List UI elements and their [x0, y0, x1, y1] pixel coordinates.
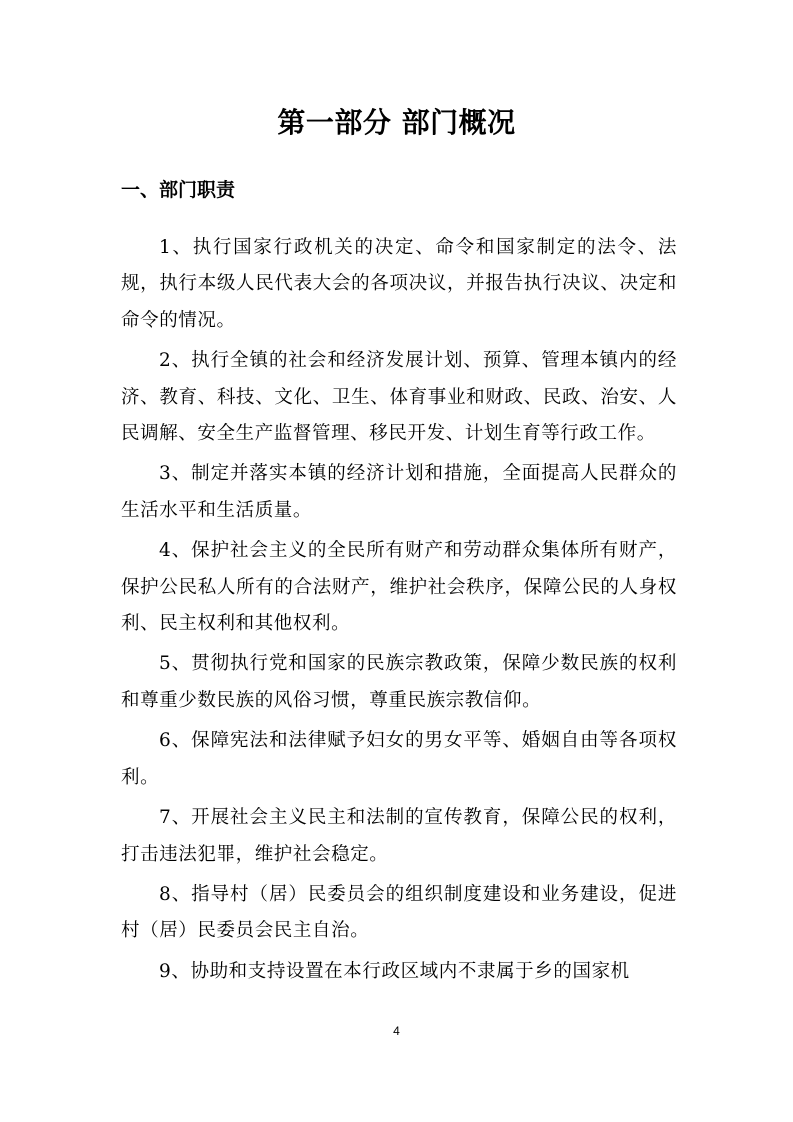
paragraph-2: 2、执行全镇的社会和经济发展计划、预算、管理本镇内的经济、教育、科技、文化、卫生、体育事业和财政、民政、治安、人民调解、安全生产监督管理、移民开发、计划生育等行政工作。	[121, 350, 677, 445]
paragraph-3: 3、制定并落实本镇的经济计划和措施，全面提高人民群众的生活水平和生活质量。	[121, 463, 677, 521]
paragraph-6: 6、保障宪法和法律赋予妇女的男女平等、婚姻自由等各项权利。	[121, 730, 677, 788]
paragraph-1: 1、执行国家行政机关的决定、命令和国家制定的法令、法规，执行本级人民代表大会的各项决议，并报告执行决议、决定和命令的情况。	[121, 237, 677, 331]
page-title: 第一部分 部门概况	[277, 106, 516, 139]
paragraph-8: 8、指导村（居）民委员会的组织制度建设和业务建设，促进村（居）民委员会民主自治。	[121, 883, 677, 942]
paragraph-4: 4、保护社会主义的全民所有财产和劳动群众集体所有财产，保护公民私人所有的合法财产，维护社会秩序，保障公民的人身权利、民主权利和其他权利。	[121, 540, 677, 635]
section-heading: 一、部门职责	[121, 179, 236, 201]
paragraph-9: 9、协助和支持设置在本行政区域内不隶属于乡的国家机	[159, 960, 630, 982]
page-number: 4	[393, 1024, 400, 1038]
paragraph-7: 7、开展社会主义民主和法制的宣传教育，保障公民的权利，打击违法犯罪，维护社会稳定。	[121, 807, 677, 865]
paragraph-5: 5、贯彻执行党和国家的民族宗教政策，保障少数民族的权利和尊重少数民族的风俗习惯，尊重民族宗教信仰。	[121, 653, 677, 711]
body-text	[121, 230, 677, 990]
